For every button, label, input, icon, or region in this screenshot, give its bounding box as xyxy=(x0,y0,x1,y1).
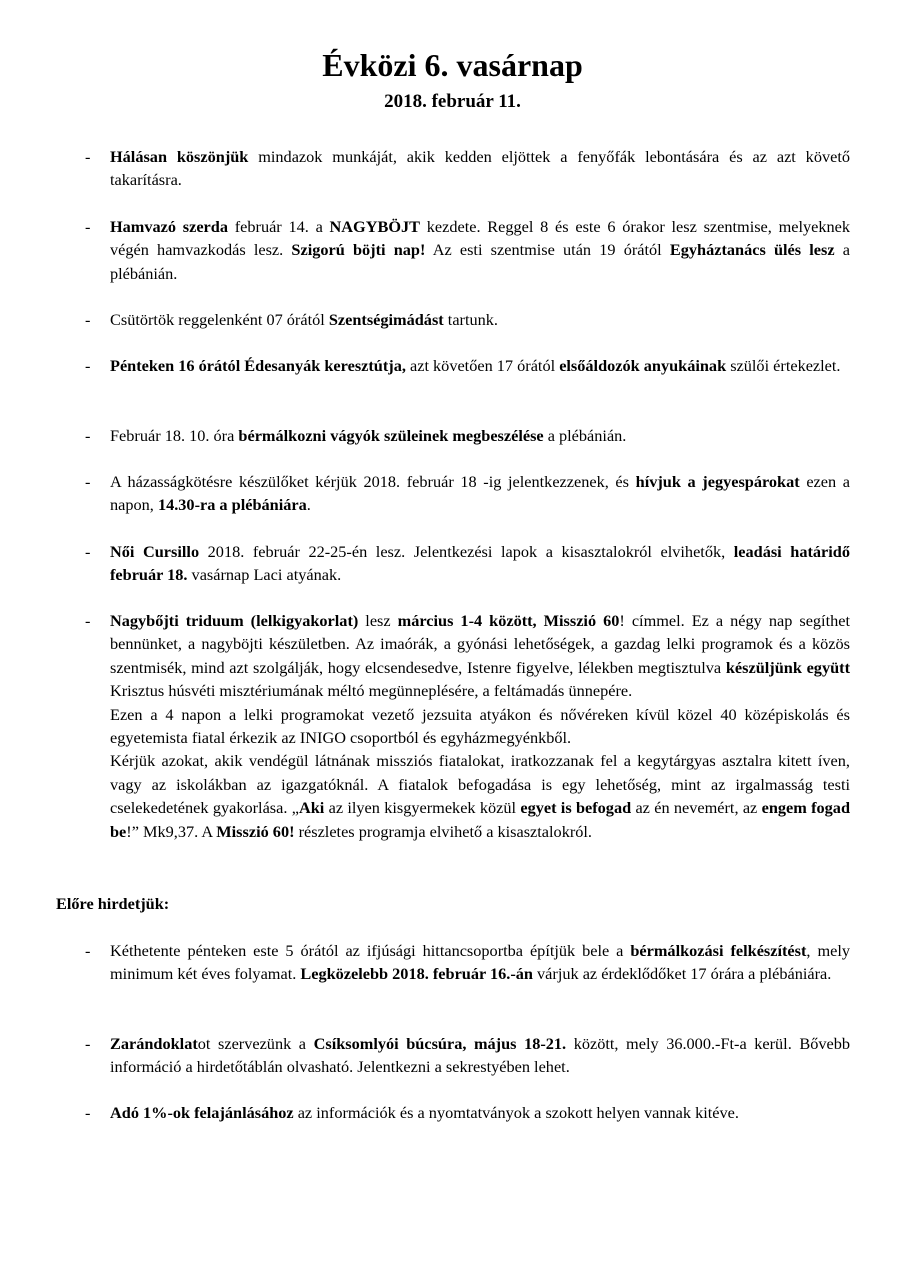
text-run: azt követően 17 órától xyxy=(405,356,560,375)
text-run: Az esti szentmise után 19 órától xyxy=(425,240,670,260)
bold-text: Legközelebb 2018. február 16.-án xyxy=(300,964,533,984)
bold-text: Adó 1%-ok felajánlásához xyxy=(110,1103,294,1122)
text-run: február 14. a xyxy=(227,217,330,236)
text-run: Csütörtök reggelenként 07 órától xyxy=(110,310,329,329)
bold-text: Női Cursillo xyxy=(110,542,200,561)
announcement-text xyxy=(110,540,850,587)
text-run: !” Mk9,37. A xyxy=(126,821,217,841)
announcement-text xyxy=(110,354,850,377)
bullet-dash: - xyxy=(85,1034,91,1053)
bold-text: NAGYBÖJT xyxy=(329,217,421,236)
bold-text: hívjuk a jegyespárokat xyxy=(635,472,800,491)
text-run: ot szervezünk a xyxy=(197,1034,314,1053)
text-run: Február 18. 10. óra xyxy=(110,426,239,445)
triduum-paragraph-1 xyxy=(110,609,850,703)
text-run: az ilyen kisgyermekek közül xyxy=(324,798,521,818)
announcement-text xyxy=(110,308,850,331)
announcement-triduum xyxy=(85,609,851,843)
announcement-ash-wednesday xyxy=(85,215,851,285)
text-run: ! címmel. Ez a négy nap segíthet bennünket, a nagyböjti készületben. Az imaórák, a gyónási lehetőségek, a gazdag lelki programok és a közös szentmisék, mind azt szolgálják, hogy elcsendesedve, Istenre figyelve, lélekben megtisztulva xyxy=(110,611,850,677)
announcement-text xyxy=(110,470,850,517)
page-date: 2018. február 11. xyxy=(384,91,521,112)
bullet-dash: - xyxy=(85,426,91,445)
text-run: Kérjük azokat, akik vendégül látnának missziós fiatalokat, iratkozzanak fel a kegytárgyas asztalra kitett íven, vagy az iskolákban az igazgatóknál. A fiatalok befogadása is egy lehetőség, mint az irgalmasság testi cselekedetének gyakorlása. „ xyxy=(110,751,850,818)
announcement-cursillo xyxy=(85,540,850,587)
bullet-dash: - xyxy=(85,356,91,375)
text-run: ezen a napon, xyxy=(110,472,850,515)
bullet-dash: - xyxy=(85,611,91,630)
page-title: Évközi 6. vasárnap xyxy=(322,47,583,83)
bold-text: Szigorú böjti nap! xyxy=(291,240,426,260)
bold-text: Aki xyxy=(298,798,325,818)
bullet-dash: - xyxy=(85,1103,91,1122)
triduum-paragraph-2 xyxy=(110,703,850,750)
text-run: lesz xyxy=(358,611,398,630)
bold-text: engem fogad be xyxy=(110,798,851,841)
announcement-text xyxy=(110,1101,850,1124)
bold-text: Csíksomlyói búcsúra, május 18-21. xyxy=(313,1034,567,1053)
bold-text: bérmálkozási felkészítést xyxy=(630,941,807,960)
text-run: A házasságkötésre készülőket kérjük 2018. február 18 -ig jelentkezzenek, és xyxy=(110,472,636,491)
bold-text: Misszió 60! xyxy=(216,821,295,841)
text-run: a plébánián. xyxy=(110,240,851,283)
upcoming-tax-offering xyxy=(85,1101,850,1124)
announcement-engaged-couples xyxy=(85,470,850,517)
text-run: 2018. február 22-25-én lesz. Jelentkezési lapok a kisasztalokról elvihetők, xyxy=(199,542,734,561)
announcement-text xyxy=(110,424,850,447)
text-run: az én nevemért, az xyxy=(631,798,762,818)
announcement-thanks xyxy=(85,145,850,192)
announcement-confirmation-parents xyxy=(85,424,850,447)
text-run: . xyxy=(306,495,311,515)
bold-text: leadási határidő február 18. xyxy=(110,542,850,585)
bold-text: március 1-4 között, Misszió 60 xyxy=(397,611,620,630)
text-run: Krisztus húsvéti misztériumának méltó megünneplésére, a feltámadás ünnepére. xyxy=(110,681,633,701)
announcement-text xyxy=(110,1032,850,1079)
announcement-text xyxy=(110,145,850,192)
bold-text: Nagybőjti triduum (lelkigyakorlat) xyxy=(110,611,359,630)
bold-text: készüljünk együtt xyxy=(725,657,850,677)
triduum-paragraph-3 xyxy=(110,749,850,843)
upcoming-pilgrimage xyxy=(85,1032,851,1079)
bold-text: Pénteken 16 órától Édesanyák keresztútja, xyxy=(110,356,406,375)
bold-text: Zarándoklat xyxy=(110,1034,198,1053)
bold-text: 14.30-ra a plébániára xyxy=(157,495,307,515)
text-run: az információk és a nyomtatványok a szokott helyen vannak kitéve. xyxy=(293,1103,739,1122)
announcement-text xyxy=(110,939,850,986)
bold-text: elsőáldozók anyukáinak xyxy=(559,356,727,375)
announcement-text xyxy=(110,215,850,285)
text-run: várjuk az érdeklődőket 17 órára a plébániára. xyxy=(532,964,832,984)
upcoming-confirmation-prep xyxy=(85,939,850,986)
bullet-dash: - xyxy=(85,310,91,329)
announcement-adoration xyxy=(85,308,850,331)
text-run: Kéthetente pénteken este 5 órától az ifjúsági hittancsoportba építjük bele a xyxy=(110,941,631,960)
bold-text: Egyháztanács ülés lesz xyxy=(669,240,835,260)
text-run: , mely minimum két éves folyamat. xyxy=(110,941,850,984)
bullet-dash: - xyxy=(85,941,91,960)
bullet-dash: - xyxy=(85,472,91,491)
bold-text: egyet is befogad xyxy=(520,798,632,818)
text-run: a plébánián. xyxy=(543,426,627,445)
announcement-way-of-cross xyxy=(85,354,850,377)
text-run: részletes programja elvihető a kisasztalokról. xyxy=(294,821,592,841)
bold-text: Szentségimádást xyxy=(328,310,444,329)
bullet-dash: - xyxy=(85,217,91,236)
text-run: mindazok munkáját, akik kedden eljöttek a fenyőfák lebontására és az azt követő takarításra. xyxy=(110,147,850,190)
bullet-dash: - xyxy=(85,147,91,166)
upcoming-heading: Előre hirdetjük: xyxy=(56,894,170,913)
text-run: között, mely 36.000.-Ft-a kerül. Bővebb információ a hirdetőtáblán olvasható. Jelentkezni a sekrestyében lehet. xyxy=(110,1034,851,1077)
bold-text: bérmálkozni vágyók szüleinek megbeszélése xyxy=(238,426,544,445)
bullet-dash: - xyxy=(85,542,91,561)
bold-text: Hálásan köszönjük xyxy=(110,147,249,166)
text-run: vasárnap Laci atyának. xyxy=(187,565,342,585)
text-run: kezdete. Reggel 8 és este 6 órakor lesz szentmise, melyeknek végén hamvazkodás lesz. xyxy=(110,217,851,260)
bold-text: Hamvazó szerda xyxy=(110,217,228,236)
text-run: Ezen a 4 napon a lelki programokat vezető jezsuita atyákon és nővéreken kívül közel 40 középiskolás és egyetemista fiatal érkezik az INIGO csoportból és egyházmegyénkből. xyxy=(110,704,850,748)
text-run: szülői értekezlet. xyxy=(726,356,841,375)
text-run: tartunk. xyxy=(443,310,498,329)
